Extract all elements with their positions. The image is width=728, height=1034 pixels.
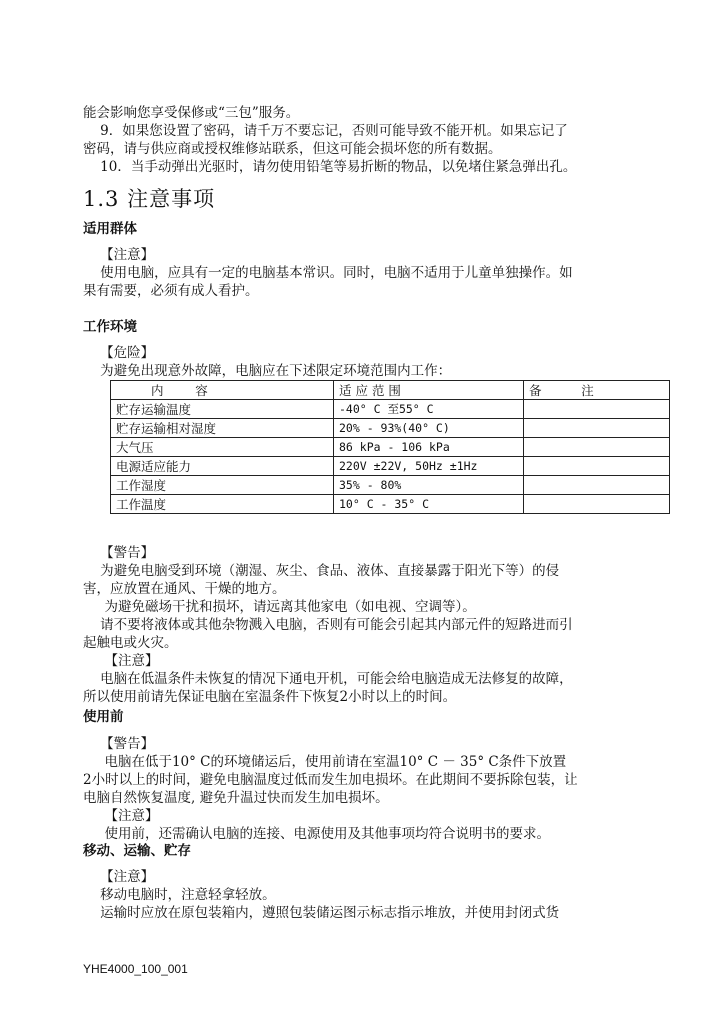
heading-before-use: 使用前 [83,709,124,725]
table-cell: 10° C - 35° C [334,495,524,514]
g2-after-6: 起触电或火灾。 [83,635,178,651]
g2-after-7: 【注意】 [83,653,159,669]
g2-line-2: 为避免出现意外故障，电脑应在下述限定环境范围内工作： [83,363,452,379]
intro-line-2: 9．如果您设置了密码，请千万不要忘记，否则可能导致不能开机。如果忘记了 [83,123,568,139]
table-cell: 电源适应能力 [111,457,334,476]
g2-after-9: 所以使用前请先保证电脑在室温条件下恢复2小时以上的时间。 [83,689,457,705]
heading-target-group: 适用群体 [83,221,137,237]
table-header-row [111,381,670,400]
table-cell: 贮存运输相对湿度 [111,419,334,438]
intro-line-3: 密码，请与供应商或授权维修站联系，但这可能会损坏您的所有数据。 [83,141,502,157]
table-row [111,438,670,457]
table-cell: 贮存运输温度 [111,400,334,419]
g3-line-3: 2小时以上的时间，避免电脑温度过低而发生加电损坏。在此期间不要拆除包装，让 [83,772,578,788]
heading-work-environment: 工作环境 [83,319,137,335]
g2-after-5: 请不要将液体或其他杂物溅入电脑，否则有可能会引起其内部元件的短路进而引 [83,617,573,633]
table-row [111,495,670,514]
table-row [111,457,670,476]
g1-line-1: 【注意】 [83,247,155,263]
table-cell [524,495,670,514]
g3-line-5: 【注意】 [83,808,159,824]
table-cell [524,476,670,495]
g2-after-4: 为避免磁场干扰和损坏，请远离其他家电（如电视、空调等）。 [83,599,476,615]
table-cell: 工作温度 [111,495,334,514]
g3-line-1: 【警告】 [83,736,155,752]
g2-after-1: 【警告】 [83,545,155,561]
table-row [111,476,670,495]
table-cell: 20% - 93%(40° C) [334,419,524,438]
table-header-content: 内 容 [111,381,334,400]
section-title: 1.3 注意事项 [83,187,216,211]
g2-after-2: 为避免电脑受到环境（潮湿、灰尘、食品、液体、直接暴露于阳光下等）的侵 [83,563,560,579]
table-cell: 86 kPa - 106 kPa [334,438,524,457]
table-cell: 220V ±22V, 50Hz ±1Hz [334,457,524,476]
g4-line-2: 移动电脑时，注意轻拿轻放。 [83,887,276,903]
table-cell [524,438,670,457]
g2-line-1: 【危险】 [83,345,155,361]
g3-line-4: 电脑自然恢复温度, 避免升温过快而发生加电损坏。 [83,790,389,806]
table-header-range: 适 应 范 围 [334,381,524,400]
g3-line-2: 电脑在低于10° C的环境储运后，使用前请在室温10° C － 35° C条件下放置 [83,754,567,770]
heading-move-transport-storage: 移动、运输、贮存 [83,843,191,859]
table-cell: 大气压 [111,438,334,457]
g4-line-1: 【注意】 [83,869,155,885]
page-footer: YHE4000_100_001 [83,962,188,976]
g2-after-3: 害，应放置在通风、干燥的地方。 [83,581,286,597]
g2-after-8: 电脑在低温条件未恢复的情况下通电开机，可能会给电脑造成无法修复的故障， [83,671,573,687]
table-row [111,400,670,419]
g3-line-6: 使用前，还需确认电脑的连接、电源使用及其他事项均符合说明书的要求。 [83,826,550,842]
g1-line-3: 果有需要，必须有成人看护。 [83,283,259,299]
g4-line-3: 运输时应放在原包装箱内，遵照包装储运图示标志指示堆放，并使用封闭式货 [83,905,560,921]
table-cell: -40° C 至55° C [334,400,524,419]
table-cell: 工作湿度 [111,476,334,495]
intro-line-1: 能会影响您享受保修或“三包”服务。 [83,105,300,121]
table-cell: 35% - 80% [334,476,524,495]
g1-line-2: 使用电脑，应具有一定的电脑基本常识。同时，电脑不适用于儿童单独操作。如 [83,265,573,281]
table-row [111,419,670,438]
environment-table [110,380,670,514]
table-cell [524,419,670,438]
table-header-remark: 备 注 [524,381,670,400]
table-cell [524,457,670,476]
table-cell [524,400,670,419]
intro-line-4: 10．当手动弹出光驱时，请勿使用铅笔等易折断的物品，以免堵住紧急弹出孔。 [83,159,577,175]
